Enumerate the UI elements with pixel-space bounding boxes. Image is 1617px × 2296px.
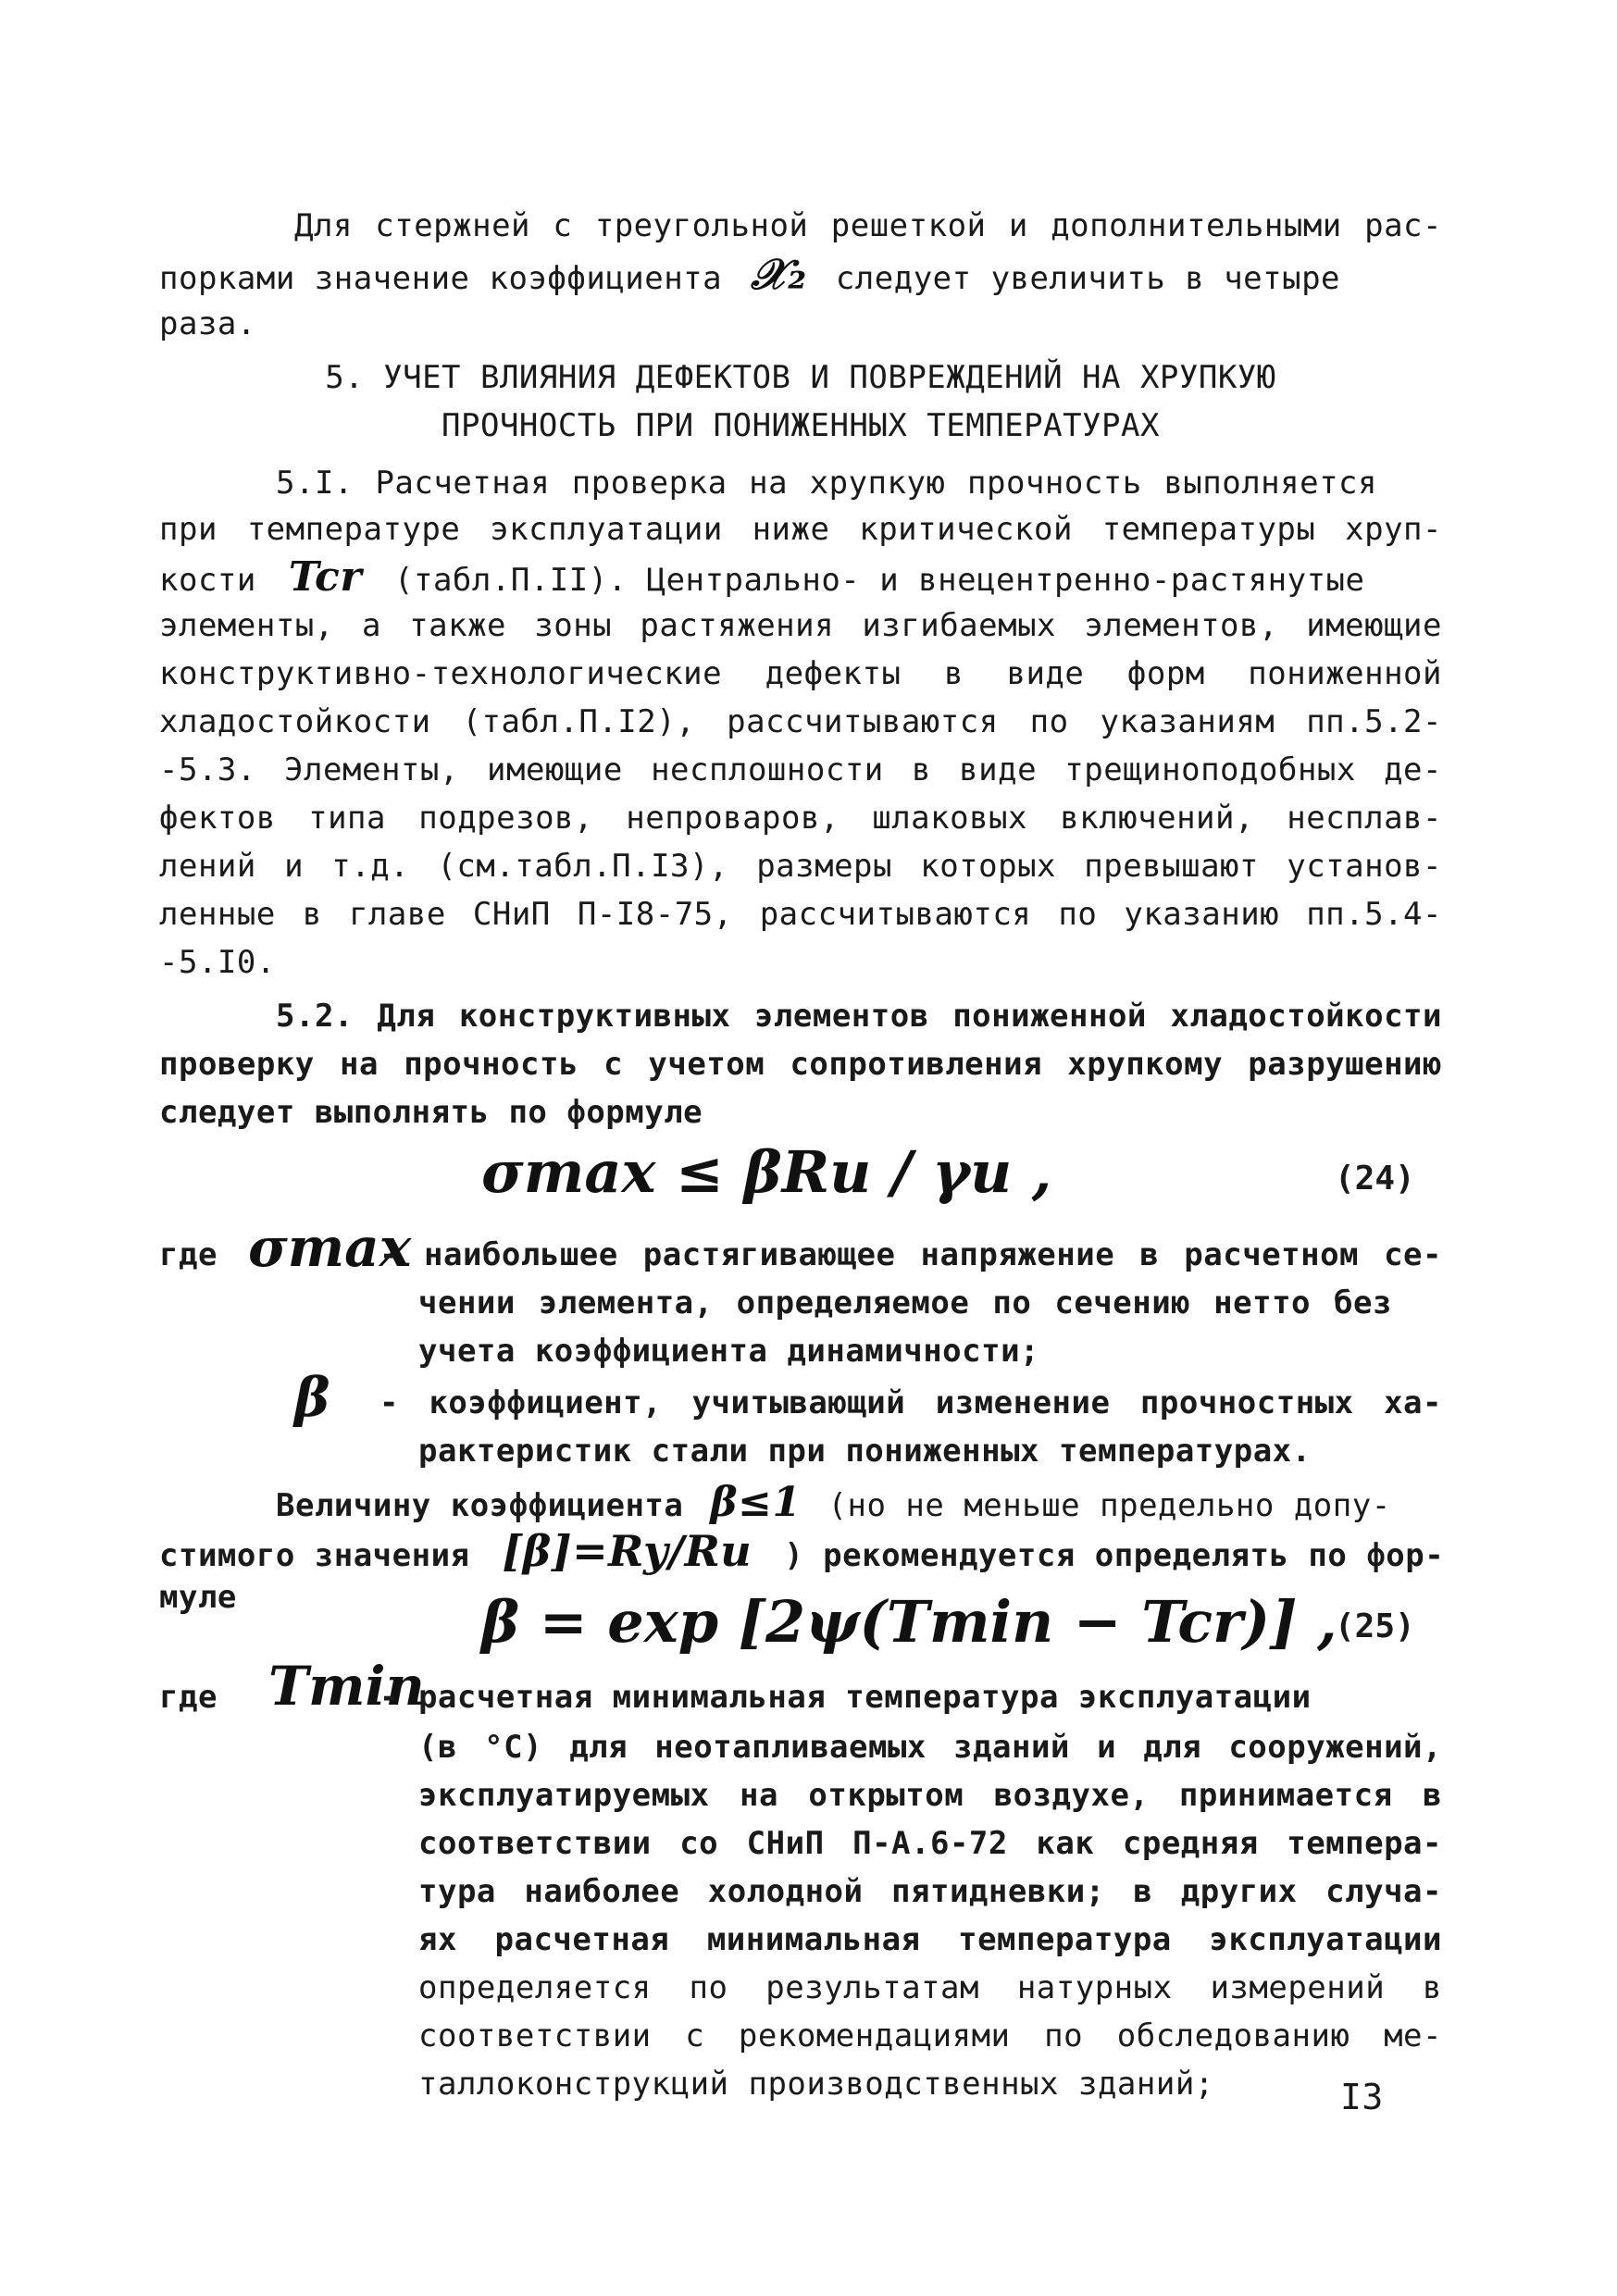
beta-para-line-2-post: ) рекомендуется определять по фор- <box>784 1537 1445 1574</box>
p51-line-3-post: (табл.П.II). Центрально- и внецентренно-растянутые <box>394 562 1365 599</box>
p51-line-5: конструктивно-технологические дефекты в виде форм пониженной <box>159 655 1442 692</box>
t-min-symbol: Tmin <box>268 1655 425 1718</box>
tmin-def-line-3: эксплуатируемых на открытом воздухе, принимается в <box>418 1777 1442 1814</box>
p51-line-8: фектов типа подрезов, непроваров, шлаковых включений, несплав- <box>159 800 1442 837</box>
p51-line-2: при температуре эксплуатации ниже критической температуры хруп- <box>159 511 1442 548</box>
beta-para-line-1 <box>276 1479 1442 1526</box>
beta-para-line-2-pre: стимого значения <box>159 1537 470 1574</box>
intro-line-3: раза. <box>159 305 256 342</box>
beta-para-line-1-post: (но не меньше предельно допу- <box>827 1487 1391 1524</box>
tmin-def-line-8: соответствии с рекомендациями по обследованию ме- <box>418 2017 1442 2054</box>
beta-limit-symbol: [β]=Ry/Ru <box>502 1526 753 1576</box>
section-title-line-2: ПРОЧНОСТЬ ПРИ ПОНИЖЕННЫХ ТЕМПЕРАТУРАХ <box>442 407 1160 444</box>
p51-line-3-pre: кости <box>159 562 256 599</box>
p51-line-10: ленные в главе СНиП П-I8-75, рассчитываются по указанию пп.5.4- <box>159 896 1442 933</box>
p51-line-4: элементы, а также зоны растяжения изгибаемых элементов, имеющие <box>159 607 1442 644</box>
beta-le-one-symbol: β≤1 <box>710 1479 802 1526</box>
intro-line-1: Для стержней с треугольной решеткой и дополнительными рас- <box>294 207 1442 244</box>
intro-line-2-post: следует увеличить в четыре <box>835 260 1341 297</box>
p51-line-7: -5.3. Элементы, имеющие несплошности в виде трещиноподобных де- <box>159 751 1442 788</box>
tmin-def-line-4: соответствии со СНиП П-А.6-72 как средняя темпера- <box>418 1825 1442 1862</box>
tmin-def-line-6: ях расчетная минимальная температура эксплуатации <box>418 1921 1442 1958</box>
beta-para-line-1-pre: Величину коэффициента <box>276 1487 684 1524</box>
p52-line-2: проверку на прочность с учетом сопротивления хрупкому разрушению <box>159 1046 1442 1083</box>
beta-def-line-1: - коэффициент, учитывающий изменение прочностных ха- <box>379 1384 1442 1421</box>
tmin-def-line-5: тура наиболее холодной пятидневки; в других случа- <box>418 1873 1442 1910</box>
where-label-25: где <box>159 1679 218 1716</box>
p52-line-3: следует выполнять по формуле <box>159 1094 703 1131</box>
page-number: I3 <box>1340 2077 1384 2117</box>
p51-line-11: -5.I0. <box>159 944 276 981</box>
p51-line-3 <box>159 553 1442 601</box>
sigma-def-line-3: учета коэффициента динамичности; <box>418 1333 1040 1370</box>
where-label-24: где <box>159 1236 218 1273</box>
beta-def-line-2: рактеристик стали при пониженных температурах. <box>418 1433 1312 1470</box>
coefficient-symbol: 𝒳₂ <box>751 249 807 299</box>
beta-symbol: β <box>294 1366 330 1429</box>
formula-24: σmax ≤ βRu / γu , <box>481 1138 1052 1206</box>
tmin-def-line-1: - расчетная минимальная температура эксплуатации <box>379 1679 1312 1716</box>
intro-line-2-pre: порками значение коэффициента <box>159 260 723 297</box>
p51-line-6: хладостойкости (табл.П.I2), рассчитываются по указаниям пп.5.2- <box>159 703 1442 740</box>
sigma-def-line-2: чении элемента, определяемое по сечению нетто без <box>418 1285 1392 1322</box>
section-title-line-1: 5. УЧЕТ ВЛИЯНИЯ ДЕФЕКТОВ И ПОВРЕЖДЕНИЙ НА ХРУПКУЮ <box>325 359 1276 396</box>
formula-24-number: (24) <box>1335 1160 1415 1198</box>
tmin-def-line-9: таллоконструкций производственных зданий; <box>418 2066 1214 2103</box>
tmin-def-line-2: (в °С) для неотапливаемых зданий и для сооружений, <box>418 1729 1442 1766</box>
sigma-max-symbol: σmax <box>248 1216 412 1279</box>
tmin-def-line-7: определяется по результатам натурных измерений в <box>418 1969 1442 2006</box>
intro-line-2 <box>159 249 1442 299</box>
sigma-def-line-1: - наибольшее растягивающее напряжение в расчетном се- <box>379 1236 1442 1273</box>
beta-para-line-3: муле <box>159 1579 237 1616</box>
p51-line-1: 5.I. Расчетная проверка на хрупкую прочность выполняется <box>276 465 1377 502</box>
formula-25-number: (25) <box>1335 1607 1415 1645</box>
formula-25: β = exp [2ψ(Tmin − Tcr)] , <box>481 1588 1337 1656</box>
p51-line-9: лений и т.д. (см.табл.П.I3), размеры которых превышают установ- <box>159 848 1442 885</box>
beta-para-line-2 <box>159 1526 1445 1576</box>
p52-line-1: 5.2. Для конструктивных элементов пониженной хладостойкости <box>276 998 1442 1035</box>
t-critical-symbol: Tcr <box>288 553 363 601</box>
